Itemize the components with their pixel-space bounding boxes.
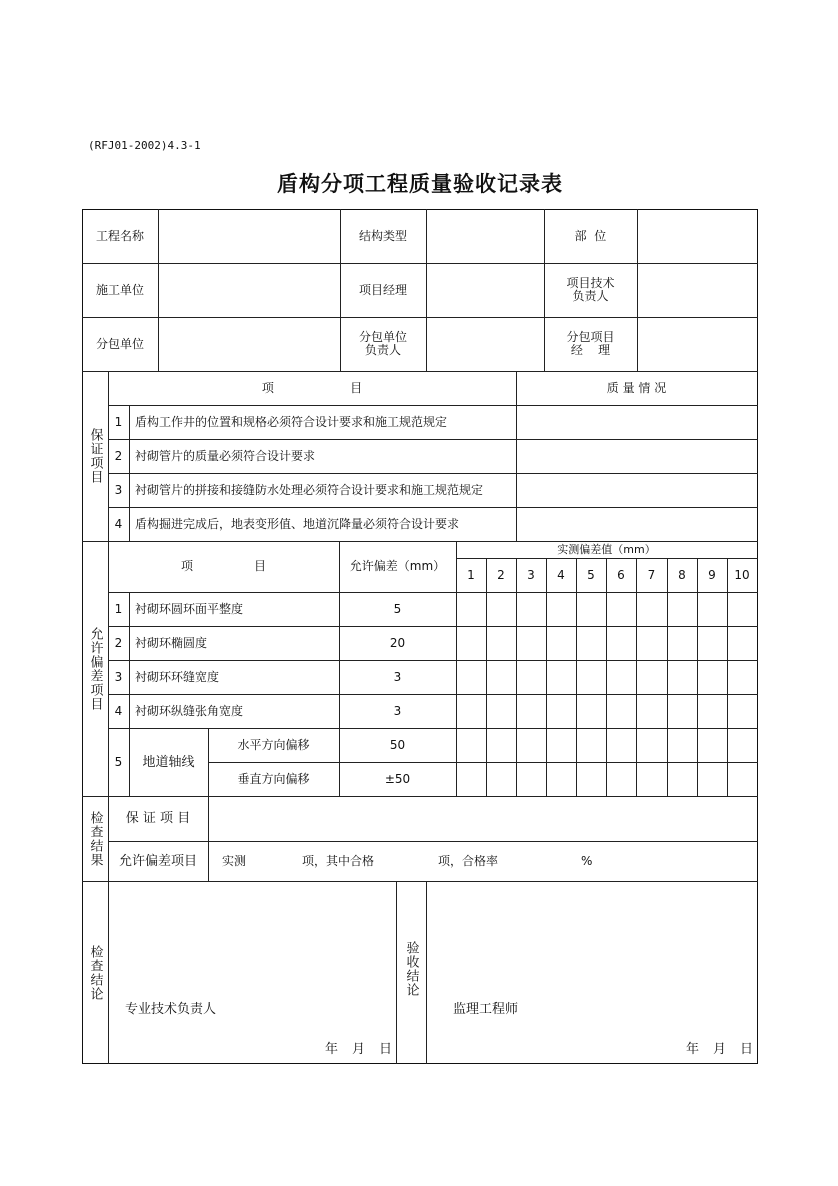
tolerance-subrow-text: 水平方向偏移 — [237, 737, 310, 752]
tolerance-row-no: 1 — [114, 601, 123, 616]
measure-cell[interactable] — [546, 660, 576, 694]
project-manager-label: 项目经理 — [358, 282, 407, 297]
measure-col-header: 8 — [678, 567, 686, 582]
measure-col-header: 2 — [497, 567, 505, 582]
results-tolerance-field[interactable] — [208, 841, 757, 881]
sub-lead-label-line2: 负责人 — [364, 343, 401, 357]
measure-cell[interactable] — [606, 592, 636, 626]
tech-lead-label-line1: 项目技术 — [566, 276, 615, 290]
check-year: 年 — [325, 1042, 339, 1057]
project-name-label: 工程名称 — [95, 228, 144, 243]
guarantee-row-quality[interactable] — [516, 439, 757, 473]
guarantee-row-no: 2 — [114, 448, 123, 463]
measure-cell[interactable] — [576, 762, 606, 796]
measure-cell[interactable] — [667, 592, 697, 626]
location-field[interactable] — [637, 209, 757, 263]
measure-cell[interactable] — [636, 694, 667, 728]
measure-cell[interactable] — [456, 660, 486, 694]
tolerance-row-no: 4 — [114, 703, 123, 718]
measure-cell[interactable] — [727, 626, 757, 660]
check-conclusion-field[interactable] — [108, 881, 396, 1064]
measure-cell[interactable] — [546, 694, 576, 728]
tolerance-row-allowed: 3 — [393, 669, 402, 684]
measure-cell[interactable] — [546, 592, 576, 626]
measure-cell[interactable] — [576, 592, 606, 626]
measure-cell[interactable] — [516, 660, 546, 694]
measure-cell[interactable] — [606, 626, 636, 660]
page-title: 盾构分项工程质量验收记录表 — [277, 172, 563, 196]
results-percent-text: % — [581, 853, 593, 868]
sub-manager-label-line1: 分包项目 — [566, 330, 615, 344]
guarantee-row-no: 1 — [114, 414, 123, 429]
measure-col-header: 4 — [557, 567, 565, 582]
project-manager-field[interactable] — [426, 263, 544, 317]
measure-cell[interactable] — [667, 728, 697, 762]
sub-manager-label — [544, 317, 637, 371]
measure-col-header: 1 — [467, 567, 475, 582]
tech-lead-label-line2: 负责人 — [572, 289, 609, 303]
measure-col-header: 10 — [734, 567, 750, 582]
sub-lead-label-line1: 分包单位 — [358, 330, 407, 344]
measure-cell[interactable] — [486, 728, 516, 762]
measure-cell[interactable] — [516, 592, 546, 626]
tolerance-row-text: 衬砌环圆环面平整度 — [135, 601, 244, 616]
check-signer-label: 专业技术负责人 — [125, 1002, 217, 1017]
measure-cell[interactable] — [576, 694, 606, 728]
guarantee-col-item: 项 目 — [261, 380, 363, 395]
measure-cell[interactable] — [516, 728, 546, 762]
sub-lead-label — [340, 317, 426, 371]
accept-day: 日 — [740, 1042, 754, 1057]
accept-signer-label: 监理工程师 — [453, 1002, 519, 1017]
measure-cell[interactable] — [606, 694, 636, 728]
measure-cell[interactable] — [727, 728, 757, 762]
measure-cell[interactable] — [636, 728, 667, 762]
measure-cell[interactable] — [546, 728, 576, 762]
sub-lead-field[interactable] — [426, 317, 544, 371]
contractor-field[interactable] — [158, 263, 340, 317]
tolerance-row-text: 衬砌环椭圆度 — [135, 635, 208, 650]
measure-cell[interactable] — [576, 660, 606, 694]
tolerance-row-text: 衬砌环纵缝张角宽度 — [135, 703, 244, 718]
contractor-label: 施工单位 — [95, 282, 144, 297]
tolerance-col-measured: 实测偏差值（mm） — [557, 543, 656, 556]
guarantee-row-no: 4 — [114, 516, 123, 531]
tolerance-row-text: 衬砌环环缝宽度 — [135, 669, 220, 684]
tolerance-row-no: 5 — [114, 754, 123, 769]
sub-manager-field[interactable] — [637, 317, 757, 371]
guarantee-col-quality: 质 量 情 况 — [606, 380, 667, 395]
measure-cell[interactable] — [456, 762, 486, 796]
measure-col-header: 3 — [527, 567, 535, 582]
measure-cell[interactable] — [697, 762, 727, 796]
measure-cell[interactable] — [636, 626, 667, 660]
tolerance-row-allowed: 3 — [393, 703, 402, 718]
guarantee-row-quality[interactable] — [516, 473, 757, 507]
measure-cell[interactable] — [516, 762, 546, 796]
tolerance-row-no: 3 — [114, 669, 123, 684]
measure-col-header: 6 — [617, 567, 625, 582]
measure-cell[interactable] — [486, 762, 516, 796]
measure-cell[interactable] — [516, 694, 546, 728]
tolerance-subrow-text: 垂直方向偏移 — [237, 771, 310, 786]
measure-cell[interactable] — [516, 626, 546, 660]
results-section-label: 检查结果 — [87, 810, 103, 867]
measure-cell[interactable] — [667, 626, 697, 660]
results-rate-text: 项，合格率 — [438, 853, 499, 868]
check-month: 月 — [352, 1042, 366, 1057]
subcontractor-label: 分包单位 — [95, 336, 144, 351]
measure-cell[interactable] — [697, 694, 727, 728]
measure-cell[interactable] — [636, 762, 667, 796]
accept-month: 月 — [713, 1042, 727, 1057]
tolerance-section-label: 允许偏差项目 — [87, 626, 103, 711]
accept-conclusion-field[interactable] — [426, 881, 757, 1064]
measure-col-header: 5 — [587, 567, 595, 582]
results-guarantee-label: 保 证 项 目 — [125, 811, 191, 826]
tolerance-col-allowed: 允许偏差（mm） — [349, 559, 446, 573]
measure-cell[interactable] — [576, 728, 606, 762]
tech-lead-label — [544, 263, 637, 317]
tolerance-row-allowed: 5 — [393, 601, 402, 616]
accept-year: 年 — [686, 1042, 700, 1057]
measure-cell[interactable] — [697, 728, 727, 762]
measure-cell[interactable] — [697, 592, 727, 626]
measure-cell[interactable] — [727, 660, 757, 694]
tolerance-row-allowed: 20 — [389, 635, 406, 650]
project-name-field[interactable] — [158, 209, 340, 263]
measure-cell[interactable] — [636, 660, 667, 694]
measure-cell[interactable] — [456, 626, 486, 660]
measure-col-header: 9 — [708, 567, 716, 582]
measure-cell[interactable] — [727, 694, 757, 728]
measure-cell[interactable] — [456, 728, 486, 762]
measure-cell[interactable] — [546, 626, 576, 660]
tolerance-row-no: 2 — [114, 635, 123, 650]
measure-cell[interactable] — [546, 762, 576, 796]
measure-cell[interactable] — [727, 762, 757, 796]
structure-type-field[interactable] — [426, 209, 544, 263]
measure-cell[interactable] — [606, 660, 636, 694]
sub-manager-label-line2: 经 理 — [570, 343, 611, 357]
measure-cell[interactable] — [486, 592, 516, 626]
guarantee-row-no: 3 — [114, 482, 123, 497]
results-tolerance-label: 允许偏差项目 — [118, 853, 197, 869]
measure-cell[interactable] — [727, 592, 757, 626]
check-day: 日 — [379, 1042, 393, 1057]
measure-cell[interactable] — [456, 592, 486, 626]
tolerance-row-text: 地道轴线 — [142, 754, 195, 770]
guarantee-row-quality[interactable] — [516, 507, 757, 541]
measure-col-header: 7 — [647, 567, 656, 582]
guarantee-row-text: 盾构掘进完成后，地表变形值、地道沉降量必须符合设计要求 — [135, 516, 460, 531]
measure-cell[interactable] — [697, 660, 727, 694]
location-label: 部 位 — [574, 228, 607, 243]
results-guarantee-field[interactable] — [208, 796, 757, 841]
tech-lead-field[interactable] — [637, 263, 757, 317]
measure-cell[interactable] — [636, 592, 667, 626]
measure-cell[interactable] — [456, 694, 486, 728]
measure-cell[interactable] — [667, 694, 697, 728]
subcontractor-field[interactable] — [158, 317, 340, 371]
measure-cell[interactable] — [606, 728, 636, 762]
measure-cell[interactable] — [667, 660, 697, 694]
results-qualified-text: 项，其中合格 — [302, 853, 375, 868]
guarantee-section-label: 保证项目 — [87, 428, 103, 484]
measure-cell[interactable] — [576, 626, 606, 660]
results-measured-text: 实测 — [222, 853, 247, 868]
structure-type-label: 结构类型 — [358, 228, 407, 243]
guarantee-row-text: 盾构工作井的位置和规格必须符合设计要求和施工规范规定 — [135, 414, 448, 429]
measure-cell[interactable] — [486, 660, 516, 694]
guarantee-row-text: 衬砌管片的质量必须符合设计要求 — [135, 448, 316, 463]
tolerance-subrow-allowed: 50 — [389, 737, 406, 752]
tolerance-col-item: 项 目 — [180, 559, 267, 573]
measure-cell[interactable] — [486, 626, 516, 660]
guarantee-row-text: 衬砌管片的拼接和接缝防水处理必须符合设计要求和施工规范规定 — [135, 482, 484, 497]
measure-cell[interactable] — [697, 626, 727, 660]
measure-cell[interactable] — [667, 762, 697, 796]
guarantee-row-quality[interactable] — [516, 405, 757, 439]
accept-conclusion-label: 验收结论 — [403, 940, 419, 997]
check-conclusion-label: 检查结论 — [87, 944, 103, 1001]
form-code: (RFJ01-2002)4.3-1 — [88, 139, 201, 152]
measure-cell[interactable] — [486, 694, 516, 728]
tolerance-subrow-allowed: ±50 — [384, 771, 411, 786]
measure-cell[interactable] — [606, 762, 636, 796]
